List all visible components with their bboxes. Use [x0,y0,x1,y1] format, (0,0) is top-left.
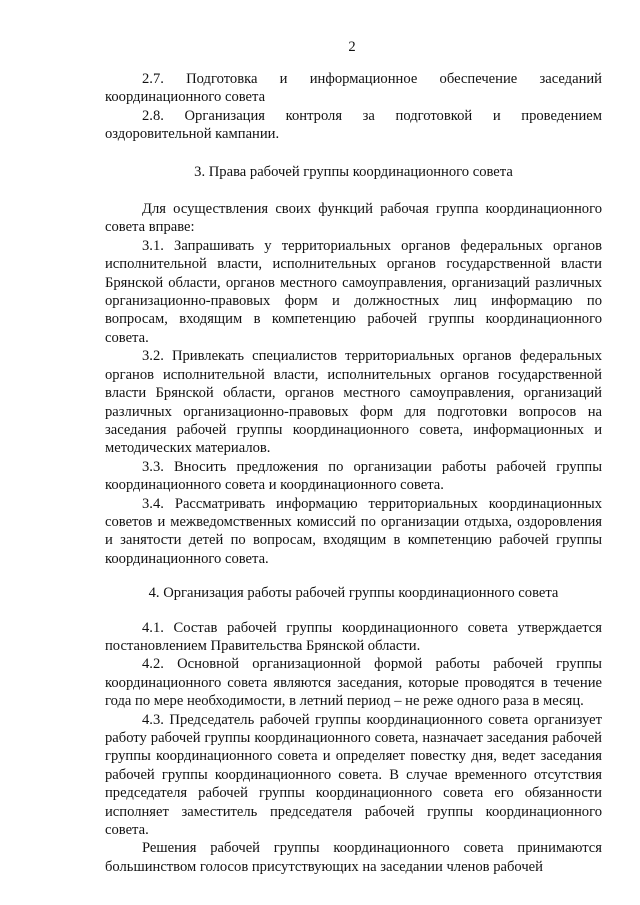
paragraph-3-2: 3.2. Привлекать специалистов территориальных органов федеральных органов исполнительной власти, исполнительных органов государственной власти Брянской области, органов местного самоуправления, организаций различных организационно-правовых форм для подготовки вопросов на заседания рабочей группы координационного совета, информационных и методических материалов. [105,348,602,457]
page-number: 2 [348,39,356,55]
paragraph-4-1: 4.1. Состав рабочей группы координационного совета утверждается постановлением Правительства Брянской области. [105,619,602,654]
paragraph-decisions: Решения рабочей группы координационного совета принимаются большинством голосов присутствующих на заседании членов рабочей [105,840,602,875]
document-body [105,70,602,876]
paragraph-3-3: 3.3. Вносить предложения по организации работы рабочей группы координационного совета и координационного совета. [105,458,602,494]
paragraph-2-7: 2.7. Подготовка и информационное обеспечение заседаний координационного совета [105,71,602,106]
section-4-heading: 4. Организация работы рабочей группы координационного совета [148,585,559,602]
paragraph-4-2: 4.2. Основной организационной формой работы рабочей группы координационного совета являются заседания, которые проводятся в течение года по мере необходимости, в летний период – не реже одного раза в месяц. [105,656,602,710]
paragraph-2-8: 2.8. Организация контроля за подготовкой и проведением оздоровительной кампании. [105,107,602,143]
paragraph-3-4: 3.4. Рассматривать информацию территориальных координационных советов и межведомственных комиссий по организации отдыха, оздоровления и занятости детей по вопросам, входящим в компетенцию рабочей группы координационного совета. [105,495,602,567]
section-3-intro: Для осуществления своих функций рабочая группа координационного совета вправе: [105,201,602,236]
paragraph-3-1: 3.1. Запрашивать у территориальных органов федеральных органов исполнительной власти, исполнительных органов государственной власти Брянской области, органов местного самоуправления, организаций различных организационно-правовых форм и должностных лиц информацию по вопросам, входящим в компетенцию рабочей группы координационного совета. [105,237,602,346]
section-3-heading: 3. Права рабочей группы координационного совета [194,163,513,180]
paragraph-4-3: 4.3. Председатель рабочей группы координационного совета организует работу рабочей группы координационного совета, назначает заседания рабочей группы координационного совета и определяет повестку дня, ведет заседания рабочей группы координационного совета. В случае временного отсутствия председателя рабочей группы координационного совета его обязанности исполняет заместитель председателя рабочей группы координационного совета. [105,711,602,839]
